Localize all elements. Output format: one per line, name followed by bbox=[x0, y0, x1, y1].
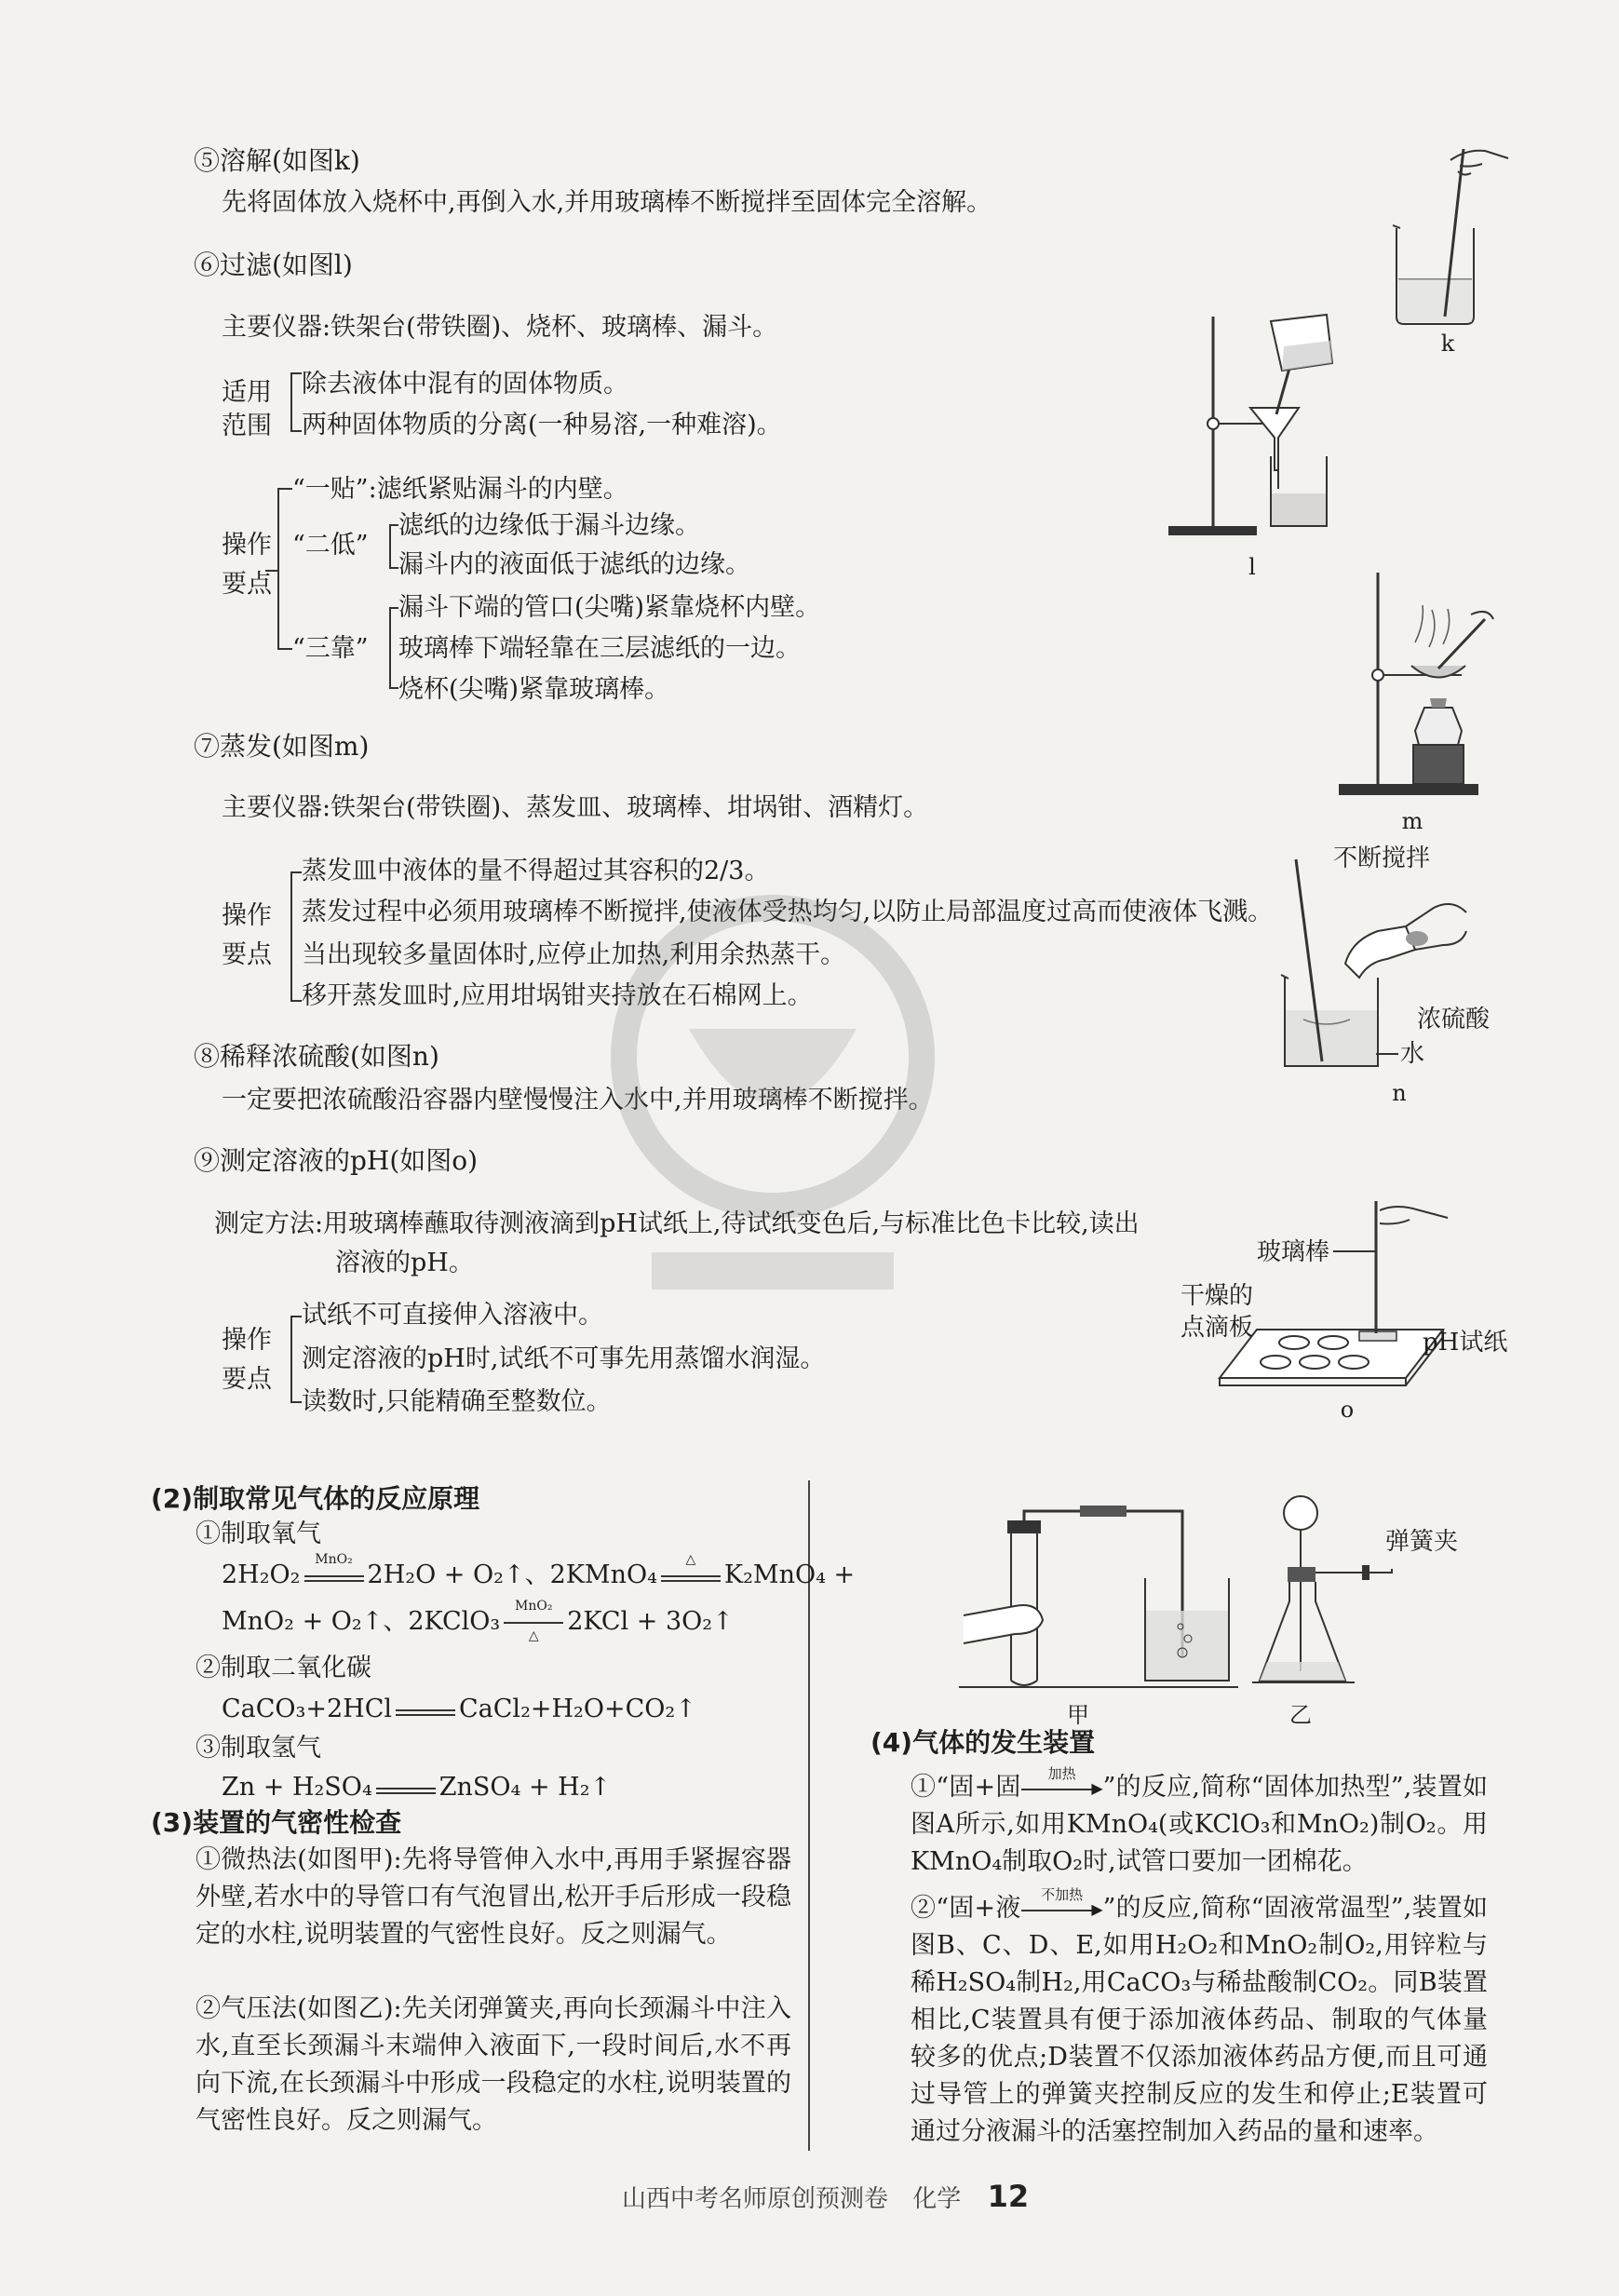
s6-scope-label-2: 范围 bbox=[222, 412, 272, 440]
figure-l-filtration bbox=[1168, 298, 1355, 540]
eq-co2: CaCO₃+2HCl CaCl₂+H₂O+CO₂↑ bbox=[222, 1695, 696, 1723]
figure-m-evaporation bbox=[1322, 568, 1499, 801]
right-h4: (4)气体的发生装置 bbox=[870, 1727, 1096, 1758]
fig-o-label-plate-2: 点滴板 bbox=[1181, 1314, 1254, 1342]
figure-k-dissolve bbox=[1378, 140, 1518, 354]
s6-heading: ⑥过滤(如图l) bbox=[194, 250, 353, 280]
fig-o-label-rod: 玻璃棒 bbox=[1257, 1238, 1330, 1266]
s7-p2: 蒸发过程中必须用玻璃棒不断搅拌,使液体受热均匀,以防止局部温度过高而使液体飞溅。 bbox=[302, 898, 1274, 926]
figure-n-label: n bbox=[1392, 1080, 1407, 1106]
s6-scope-label-1: 适用 bbox=[222, 378, 272, 407]
s6-sankao-1: 漏斗下端的管口(尖嘴)紧靠烧杯内壁。 bbox=[398, 593, 821, 622]
s5-body: 先将固体放入烧杯中,再倒入水,并用玻璃棒不断搅拌至固体完全溶解。 bbox=[222, 188, 992, 217]
left-h2: (2)制取常见气体的反应原理 bbox=[151, 1483, 480, 1514]
page-number: 12 bbox=[987, 2179, 1030, 2214]
fig-n-label-water: 水 bbox=[1400, 1040, 1425, 1068]
footer-subject: 化学 bbox=[912, 2185, 962, 2213]
figure-l-label: l bbox=[1248, 554, 1256, 580]
figure-m-label: m bbox=[1401, 808, 1423, 834]
s6-sankao-brace bbox=[389, 607, 398, 689]
eq-h2: Zn + H₂SO₄ ZnSO₄ + H₂↑ bbox=[222, 1773, 612, 1802]
figure-jia-micro-heat bbox=[959, 1504, 1238, 1690]
s6-erdi-brace bbox=[389, 524, 398, 569]
s6-instruments: 主要仪器:铁架台(带铁圈)、烧杯、玻璃棒、漏斗。 bbox=[222, 313, 778, 342]
h2-title: ③制取氢气 bbox=[196, 1734, 321, 1763]
fig-n-label-stir: 不断搅拌 bbox=[1333, 844, 1431, 872]
footer-book: 山西中考名师原创预测卷 bbox=[622, 2185, 889, 2213]
s9-method-2: 溶液的pH。 bbox=[335, 1249, 474, 1277]
s9-op-label-2: 要点 bbox=[222, 1365, 272, 1394]
s6-erdi-2: 漏斗内的液面低于滤纸的边缘。 bbox=[398, 550, 750, 579]
s7-op-label-1: 操作 bbox=[222, 901, 272, 930]
s8-heading: ⑧稀释浓硫酸(如图n) bbox=[194, 1041, 439, 1072]
left-h3: (3)装置的气密性检查 bbox=[151, 1807, 402, 1838]
figure-o-label: o bbox=[1340, 1397, 1355, 1423]
s6-sankao-3: 烧杯(尖嘴)紧靠玻璃棒。 bbox=[398, 675, 670, 704]
figure-k-label: k bbox=[1440, 331, 1455, 357]
s6-scope-2: 两种固体物质的分离(一种易溶,一种难溶)。 bbox=[302, 411, 782, 439]
fig-o-label-plate-1: 干燥的 bbox=[1181, 1282, 1254, 1310]
s6-erdi: “二低” bbox=[292, 531, 369, 560]
s9-p2: 测定溶液的pH时,试纸不可事先用蒸馏水润湿。 bbox=[302, 1344, 826, 1373]
s9-heading: ⑨测定溶液的pH(如图o) bbox=[194, 1145, 479, 1176]
s9-op-brace bbox=[290, 1316, 302, 1403]
figure-yi-label: 乙 bbox=[1289, 1702, 1312, 1728]
s9-op-label-1: 操作 bbox=[222, 1326, 272, 1355]
s7-instruments: 主要仪器:铁架台(带铁圈)、蒸发皿、玻璃棒、坩埚钳、酒精灯。 bbox=[222, 793, 929, 822]
s5-heading: ⑤溶解(如图k) bbox=[194, 145, 360, 176]
fig-o-label-paper: pH试纸 bbox=[1423, 1329, 1508, 1357]
page-footer bbox=[622, 2179, 1029, 2214]
s6-yitie: “一贴”:滤纸紧贴漏斗的内壁。 bbox=[292, 475, 628, 504]
s6-sankao-2: 玻璃棒下端轻靠在三层滤纸的一边。 bbox=[398, 634, 801, 663]
s8-body: 一定要把浓硫酸沿容器内壁慢慢注入水中,并用玻璃棒不断搅拌。 bbox=[222, 1086, 934, 1114]
airtight-pressure: ②气压法(如图乙):先关闭弹簧夹,再向长颈漏斗中注入水,直至长颈漏斗末端伸入液面下,一段时间后,水不再向下流,在长颈漏斗中形成一段稳定的水柱,说明装置的气密性良好。反之则漏气。 bbox=[196, 1994, 791, 2135]
s7-p1: 蒸发皿中液体的量不得超过其容积的2/3。 bbox=[302, 857, 770, 885]
s6-sankao: “三靠” bbox=[292, 634, 369, 663]
s7-heading: ⑦蒸发(如图m) bbox=[194, 731, 370, 762]
s9-method-1: 测定方法:用玻璃棒蘸取待测液滴到pH试纸上,待试纸变色后,与标准比色卡比较,读出 bbox=[214, 1209, 1140, 1238]
s6-scope-1: 除去液体中混有的固体物质。 bbox=[302, 370, 628, 398]
s6-erdi-1: 滤纸的边缘低于漏斗边缘。 bbox=[398, 511, 700, 540]
s9-p1: 试纸不可直接伸入溶液中。 bbox=[302, 1301, 603, 1330]
s9-p3: 读数时,只能精确至整数位。 bbox=[302, 1387, 612, 1416]
figure-yi-pressure bbox=[1252, 1485, 1420, 1695]
fig-n-label-acid: 浓硫酸 bbox=[1417, 1006, 1491, 1033]
s7-p4: 移开蒸发皿时,应用坩埚钳夹持放在石棉网上。 bbox=[302, 981, 813, 1010]
s7-op-brace bbox=[290, 871, 302, 1002]
eq-o2-line-2: MnO₂ + O₂↑、2KClO₃ $\frac{\text{MnO₂}}{\triangle}$ 2KCl + 3O₂↑ bbox=[222, 1598, 734, 1643]
eq-o2-line-1: 2H₂O₂ MnO₂ 2H₂O + O₂↑、2KMnO₄ △ K₂MnO₄ + bbox=[222, 1551, 856, 1589]
s6-op-brace bbox=[277, 488, 292, 650]
figure-jia-label: 甲 bbox=[1067, 1702, 1089, 1728]
fig-yi-label-clip: 弹簧夹 bbox=[1385, 1528, 1459, 1556]
co2-title: ②制取二氧化碳 bbox=[196, 1654, 371, 1682]
s6-op-label-1: 操作 bbox=[222, 531, 272, 560]
gen-device-solid-heat: ①“固+固 加热 ▶ ”的反应,简称“固体加热型”,装置如图A所示,如用KMnO₄(或KClO₃和MnO₂)制O₂。用KMnO₄制取O₂时,试管口要加一团棉花。 bbox=[911, 1764, 1488, 1876]
gen-device-solid-liquid: ②“固+液 不加热 ▶ ”的反应,简称“固液常温型”,装置如图B、C、D、E,如用H₂O₂和MnO₂制O₂,用锌粒与稀H₂SO₄制H₂,用CaCO₃与稀盐酸制CO₂。同B装置相比,C装置具有便于添加液体药品、制取的气体量较多的优点;D装置不仅添加液体药品方便,而且可通过导管上的弹簧夹控制反应的发生和停止;E装置可通过分液漏斗的活塞控制加入药品的量和速率。 bbox=[911, 1885, 1488, 2146]
airtight-micro-heat: ①微热法(如图甲):先将导管伸入水中,再用手紧握容器外壁,若水中的导管口有气泡冒出,松开手后形成一段稳定的水柱,说明装置的气密性良好。反之则漏气。 bbox=[196, 1845, 791, 1949]
s6-op-label-2: 要点 bbox=[222, 570, 272, 599]
s6-scope-brace bbox=[290, 372, 302, 432]
s7-op-label-2: 要点 bbox=[222, 940, 272, 969]
s7-p3: 当出现较多量固体时,应停止加热,利用余热蒸干。 bbox=[302, 940, 846, 969]
o2-title: ①制取氧气 bbox=[196, 1519, 321, 1548]
